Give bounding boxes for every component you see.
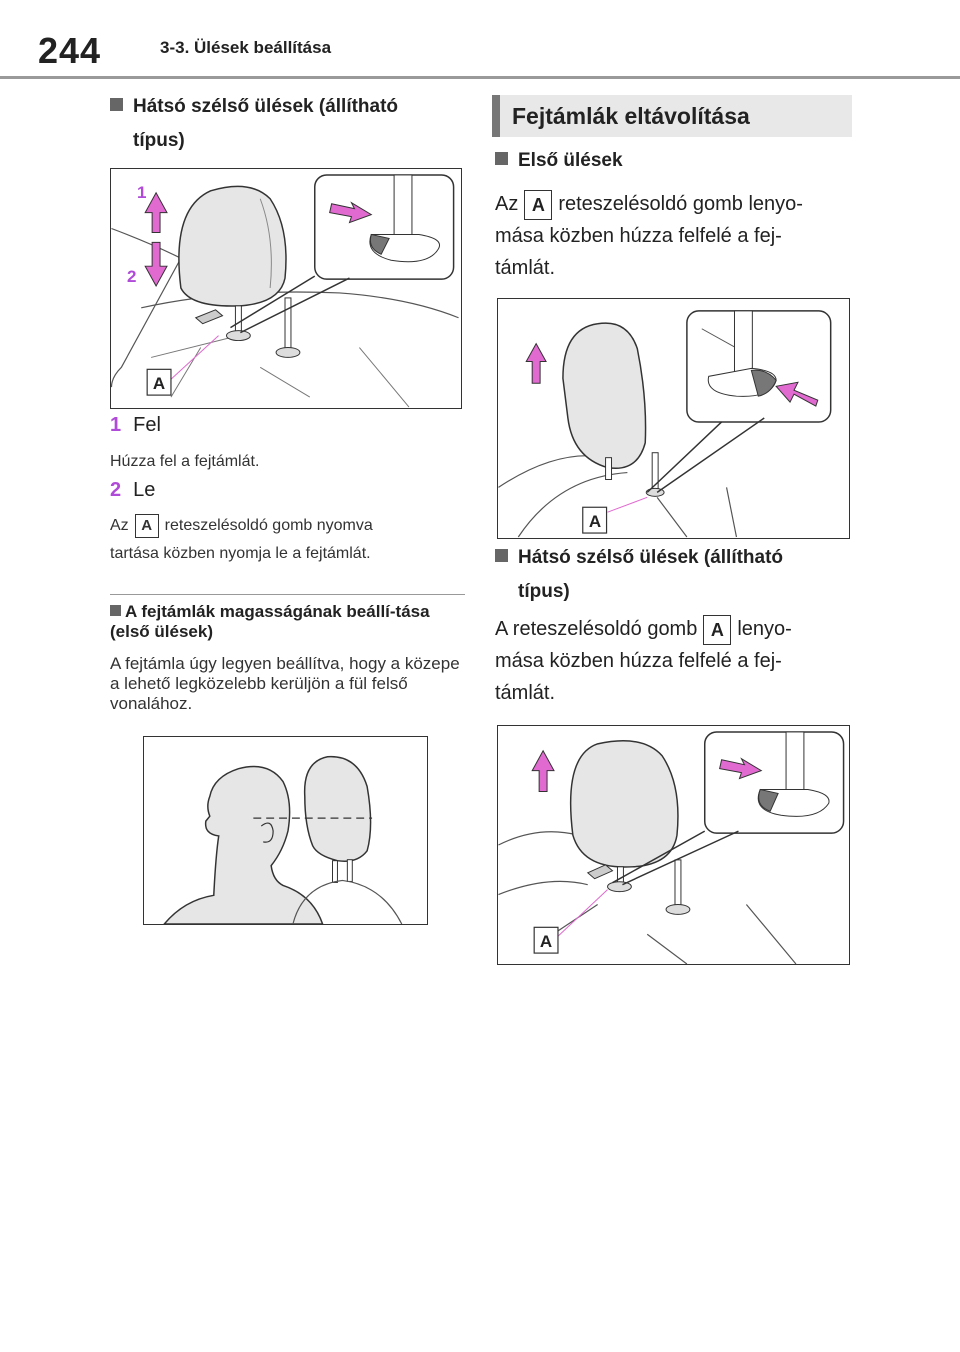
- label-a-box: A: [524, 190, 552, 220]
- figure-label-a: A: [588, 512, 602, 531]
- figure-label-a: A: [152, 374, 166, 393]
- note-divider: [110, 594, 465, 595]
- head-position-illustration: [144, 737, 427, 924]
- front-headrest-illustration: [498, 299, 849, 538]
- figure-rear-headrest-adjust: [110, 168, 462, 409]
- figure-num-2: 2: [127, 267, 137, 286]
- sub-heading-first-seats: Első ülések: [495, 144, 623, 178]
- figure-label-a: A: [539, 932, 553, 951]
- note-body: A fejtámla úgy legyen beállítva, hogy a közepe a lehető legközelebb kerüljön a fül felső vonalához.: [110, 654, 460, 713]
- rear-seats-text: A reteszelésoldó gomb A lenyo- mása közben húzza felfelé a fej- támlát.: [495, 613, 855, 709]
- figure-front-headrest-removal: [497, 298, 850, 539]
- first-seats-text: Az A reteszelésoldó gomb lenyo- mása közben húzza felfelé a fej- támlát.: [495, 188, 855, 284]
- left-heading: Hátsó szélső ülések (állítható típus): [110, 90, 470, 158]
- item-2: 2 Le: [110, 479, 156, 501]
- item-1: 1 Fel: [110, 414, 161, 436]
- page-number: 244: [38, 30, 102, 71]
- item-1-desc: Húzza fel a fejtámlát.: [110, 453, 260, 470]
- header-rule: [0, 76, 960, 79]
- square-bullet-icon: [110, 605, 121, 616]
- square-bullet-icon: [110, 98, 123, 111]
- sub-heading-rear-seats: Hátsó szélső ülések (állítható típus): [495, 541, 855, 609]
- square-bullet-icon: [495, 152, 508, 165]
- square-bullet-icon: [495, 549, 508, 562]
- item-2-desc: Az A reteszelésoldó gomb nyomva tartása közben nyomja le a fejtámlát.: [110, 512, 470, 568]
- figure-head-position: [143, 736, 428, 925]
- section-header: 3-3. Ülések beállítása: [160, 38, 332, 57]
- figure-num-1: 1: [137, 183, 147, 202]
- section-banner: Fejtámlák eltávolítása: [492, 95, 852, 137]
- note-title: A fejtámlák magasságának beállí-tása (első ülések): [110, 602, 430, 641]
- figure-rear-headrest-removal: [497, 725, 850, 965]
- label-a-box: A: [135, 514, 159, 538]
- label-a-box: A: [703, 615, 731, 645]
